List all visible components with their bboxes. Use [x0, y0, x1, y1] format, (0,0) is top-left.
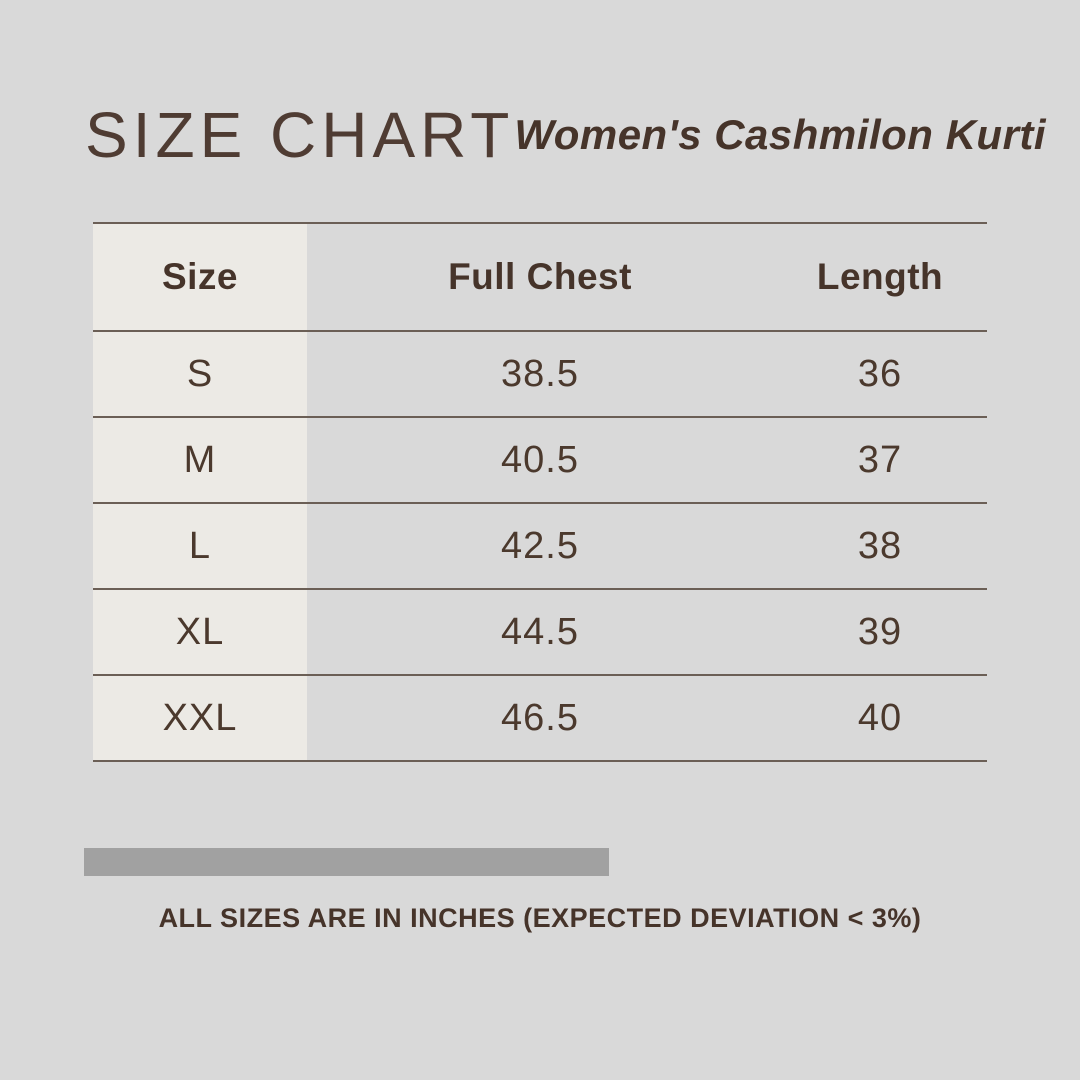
table-row-l [93, 504, 987, 590]
length-value: 37 [857, 438, 903, 481]
column-header-length: Length [816, 256, 944, 297]
size-value: S [93, 332, 307, 416]
size-table [93, 222, 987, 762]
table-row-xxl [93, 676, 987, 762]
table-row-s [93, 332, 987, 418]
size-value: XL [93, 590, 307, 674]
product-name: Women's Cashmilon Kurti [514, 111, 1047, 158]
full-chest-value: 44.5 [501, 610, 579, 653]
full-chest-value: 40.5 [501, 438, 579, 481]
column-header-full-chest: Full Chest [448, 256, 632, 297]
full-chest-value: 38.5 [501, 352, 579, 395]
full-chest-value: 42.5 [501, 524, 579, 567]
full-chest-value: 46.5 [501, 696, 579, 739]
length-value: 36 [857, 352, 903, 395]
size-value: M [93, 418, 307, 502]
table-row-xl [93, 590, 987, 676]
decorative-gray-bar [84, 848, 609, 876]
table-row-m [93, 418, 987, 504]
sizes-note: ALL SIZES ARE IN INCHES (EXPECTED DEVIATION < 3%) [158, 903, 922, 933]
table-header-row [93, 224, 987, 332]
length-value: 39 [857, 610, 903, 653]
header [85, 92, 1047, 178]
length-value: 38 [857, 524, 903, 567]
size-value: L [93, 504, 307, 588]
length-value: 40 [857, 696, 903, 739]
size-value: XXL [93, 676, 307, 760]
page-title: SIZE CHART [85, 99, 515, 171]
column-header-size: Size [93, 224, 307, 330]
